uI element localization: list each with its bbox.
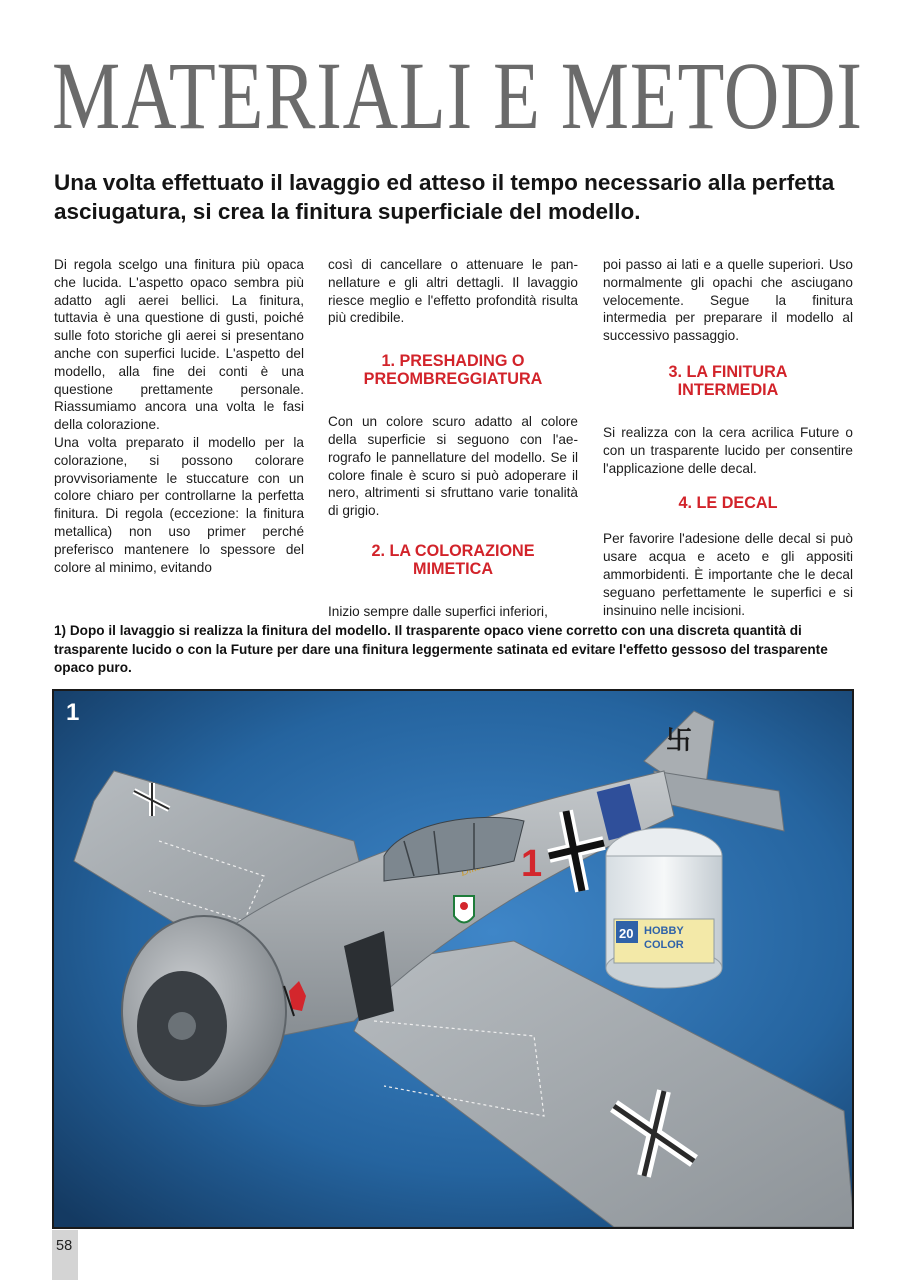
jar-number: 20 — [619, 926, 634, 941]
photo-number: 1 — [66, 699, 80, 726]
page-number: 58 — [56, 1238, 73, 1254]
jar-brand-top: HOBBY — [644, 925, 684, 937]
paragraph: Inizio sempre dalle superfici inferiori, — [328, 603, 548, 619]
tail-swastika-icon: 卐 — [666, 725, 693, 755]
section-heading-finitura-intermedia: 3. LA FINITURA INTERMEDIA — [668, 362, 788, 399]
page-subtitle: Una volta effettuato il lavaggio ed atteso il tempo necessario alla perfetta asciugatura, si crea la finitura superficiale del modello. — [54, 170, 835, 224]
paragraph: Di regola scelgo una finitura più opaca che lucida. L'aspetto opaco sembra più adatto agli aerei bellici. La finitura, tuttavia è una questione di gusti, poiché sulle foto storiche gli aerei si presentano anche con superfici lucide. L'aspetto del modello, alla fine dei conti è una questione prettamente personale. Riassumiamo ancora una volta le fasi della colorazione. — [54, 257, 304, 433]
text-column-3 — [603, 256, 853, 619]
paragraph: Con un colore scuro adatto al colore della superficie si seguono con l'aerografo le pannellature del modello. Se il colore finale è scuro si può adoperare il nero, altrimenti si sfruttano varie tonalità di grigio. — [328, 414, 578, 519]
paragraph: poi passo ai lati e a quelle superiori. Uso normalmente gli opachi che asciugano velocemente. Segue la finitura intermedia per preparare il modello al successivo passaggio. — [603, 257, 853, 344]
section-heading-colorazione-mimetica: 2. LA COLORAZIONE MIMETICA — [371, 541, 535, 578]
paragraph: Si realizza con la cera acrilica Future o con un trasparente lucido per consentire l'applicazione delle decal. — [603, 424, 853, 476]
page-title: MATERIALI E METODI — [52, 42, 863, 149]
photo-caption: 1) Dopo il lavaggio si realizza la finitura del modello. Il trasparente opaco viene corretto con una discreta quantità di trasparente lucido o con la Future per dare una finitura leggermente satinata ed evitare l'effetto gessoso del trasparente opaco puro. — [54, 623, 828, 675]
fuselage-number: 1 — [521, 843, 543, 885]
jar-brand-bottom: COLOR — [644, 939, 684, 951]
section-heading-decal: 4. LE DECAL — [678, 494, 778, 513]
spinner — [168, 1012, 196, 1040]
emblem-icon — [454, 896, 474, 923]
text-column-2 — [328, 256, 578, 621]
model-airplane-photo — [52, 689, 854, 1229]
paragraph: Per favorire l'adesione delle decal si può usare acqua e aceto e gli appositi ammorbidenti. È importante che le decal seguano perfettamente le superfici e si insinuino nelle incisioni. — [603, 531, 853, 618]
paragraph: Una volta preparato il modello per la colorazione, si possono colorare provvisoriamente le stuccature con un colore chiaro per controllarne la perfetta finitura. Di regola (eccezione: la finitura metallica) non uso primer perché preferisco mantenere lo spessore del colore al minimo, evitando — [54, 434, 304, 575]
paragraph: così di cancellare o attenuare le pannellature e gli altri dettagli. Il lavaggio riesce meglio e l'effetto profondità risulta più credibile. — [328, 257, 578, 326]
airplane-illustration — [54, 691, 852, 1227]
paint-jar — [606, 828, 722, 988]
text-column-1 — [54, 256, 304, 576]
section-heading-preshading: 1. PRESHADING O PREOMBREGGIATURA — [363, 352, 543, 389]
